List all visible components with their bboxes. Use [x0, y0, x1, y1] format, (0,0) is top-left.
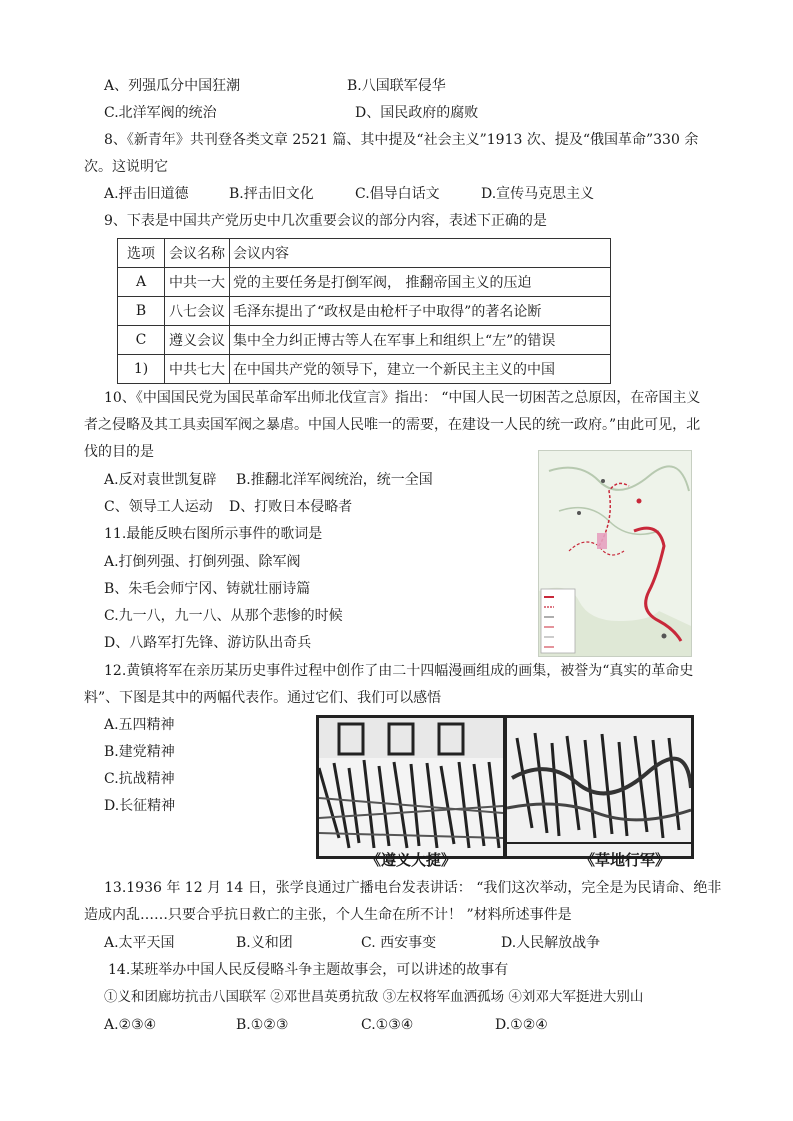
caption-grassland-march: 《草地行军》 — [580, 851, 671, 869]
q11-option-a: A.打倒列强、打倒列强、除军阀 — [104, 554, 301, 570]
table-header-cell: 会议名称 — [165, 239, 230, 268]
q11-option-c: C.九一八，九一八、从那个悲惨的时候 — [104, 608, 343, 624]
q12-option-a: A.五四精神 — [104, 717, 175, 733]
q10-stem-line1: 10、《中国国民党为国民革命军出师北伐宣言》指出： “中国人民一切困苦之总原因，在帝国主义 — [104, 390, 701, 406]
q12-option-d: D.长征精神 — [104, 798, 176, 814]
table-cell: B — [118, 297, 165, 326]
table-row — [118, 268, 611, 297]
q10-option-d: D、打败日本侵略者 — [229, 499, 353, 515]
table-cell: 集中全力纠正博古等人在军事上和组织上“左”的错误 — [230, 326, 611, 355]
q10-option-c: C、领导工人运动 — [104, 499, 213, 515]
q14-option-c: C.①③④ — [361, 1017, 414, 1033]
cartoon-zunyi-graphic — [319, 718, 503, 856]
table-cell: C — [118, 326, 165, 355]
q14-items: ①义和团廊坊抗击八国联军 ②邓世昌英勇抗敌 ③左权将军血洒孤场 ④刘邓大军挺进大别山 — [104, 989, 644, 1005]
q8-stem-line1: 8、《新青年》共刊登各类文章 2521 篇、其中提及“社会主义”1913 次、提及“俄国革命”330 余 — [104, 132, 699, 148]
q14-option-b: B.①②③ — [236, 1017, 289, 1033]
q7-option-c: C.北洋军阀的统治 — [104, 105, 217, 121]
cartoon-grassland-march — [504, 715, 694, 859]
table-cell: 中共七大 — [165, 355, 230, 384]
table-row — [118, 326, 611, 355]
q12-option-c: C.抗战精神 — [104, 771, 175, 787]
q10-stem-line3: 伐的目的是 — [84, 444, 154, 460]
q12-stem-line1: 12.黄镇将军在亲历某历史事件过程中创作了由二十四幅漫画组成的画集，被誉为“真实的革命史 — [104, 663, 694, 679]
q8-option-b: B.抨击旧文化 — [229, 186, 314, 202]
cartoon-zunyi-victory — [316, 715, 506, 859]
table-cell: 八七会议 — [165, 297, 230, 326]
q8-option-c: C.倡导白话文 — [355, 186, 440, 202]
q14-option-a: A.②③④ — [104, 1017, 157, 1033]
caption-zunyi-victory: 《遵义大捷》 — [366, 851, 457, 869]
q13-option-c: C. 西安事变 — [361, 935, 437, 951]
q13-option-d: D.人民解放战争 — [501, 935, 601, 951]
q7-option-d: D、国民政府的腐败 — [355, 105, 479, 121]
table-cell: 在中国共产党的领导下，建立一个新民主主义的中国 — [230, 355, 611, 384]
q8-option-a: A.抨击旧道德 — [104, 186, 189, 202]
q7-option-a: A、列强瓜分中国狂潮 — [104, 78, 241, 94]
table-row — [118, 355, 611, 384]
table-cell: 1) — [118, 355, 165, 384]
q13-option-a: A.太平天国 — [104, 935, 175, 951]
table-header-row — [118, 239, 611, 268]
table-cell: A — [118, 268, 165, 297]
long-march-route-map — [538, 450, 692, 657]
q10-option-a: A.反对袁世凯复辟 — [104, 472, 217, 488]
table-row — [118, 297, 611, 326]
q10-stem-line2: 者之侵略及其工具卖国军阀之暴虐。中国人民唯一的需要，在建设一人民的统一政府。”由此可见，北 — [84, 417, 701, 433]
q11-option-d: D、八路军打先锋、游访队出奇兵 — [104, 635, 312, 651]
q13-stem-line1: 13.1936 年 12 月 14 日，张学良通过广播电台发表讲话： “我们这次举动，完全是为民请命、绝非 — [104, 880, 722, 896]
q14-option-d: D.①②④ — [495, 1017, 548, 1033]
table-cell: 中共一大 — [165, 268, 230, 297]
map-graphic — [539, 451, 691, 656]
cartoon-grassland-graphic — [507, 718, 691, 856]
q11-option-b: B、朱毛会师宁冈、铸就壮丽诗篇 — [104, 581, 311, 597]
q12-option-b: B.建党精神 — [104, 744, 175, 760]
q13-stem-line2: 造成内乱……只要合乎抗日救亡的主张，个人生命在所不计！ ”材料所述事件是 — [84, 907, 572, 923]
q12-stem-line2: 料”、下图是其中的两幅代表作。通过它们、我们可以感悟 — [84, 690, 442, 706]
q10-option-b: B.推翻北洋军阀统治，统一全国 — [236, 472, 433, 488]
q9-table — [117, 238, 611, 384]
table-header-cell: 会议内容 — [230, 239, 611, 268]
q9-stem: 9、下表是中国共产党历史中几次重要会议的部分内容，表述下正确的是 — [104, 213, 547, 229]
table-cell: 遵义会议 — [165, 326, 230, 355]
q7-option-b: B.八国联军侵华 — [347, 78, 446, 94]
q14-stem: 14.某班举办中国人民反侵略斗争主题故事会，可以讲述的故事有 — [108, 962, 509, 978]
q8-option-d: D.宣传马克思主义 — [481, 186, 595, 202]
q13-option-b: B.义和团 — [236, 935, 293, 951]
table-cell: 党的主要任务是打倒军阀， 推翻帝国主义的压迫 — [230, 268, 611, 297]
table-cell: 毛泽东提出了“政权是由枪杆子中取得”的著名论断 — [230, 297, 611, 326]
table-header-cell: 选项 — [118, 239, 165, 268]
q11-stem: 11.最能反映右图所示事件的歌词是 — [104, 526, 323, 542]
q8-stem-line2: 次。这说明它 — [84, 159, 168, 175]
